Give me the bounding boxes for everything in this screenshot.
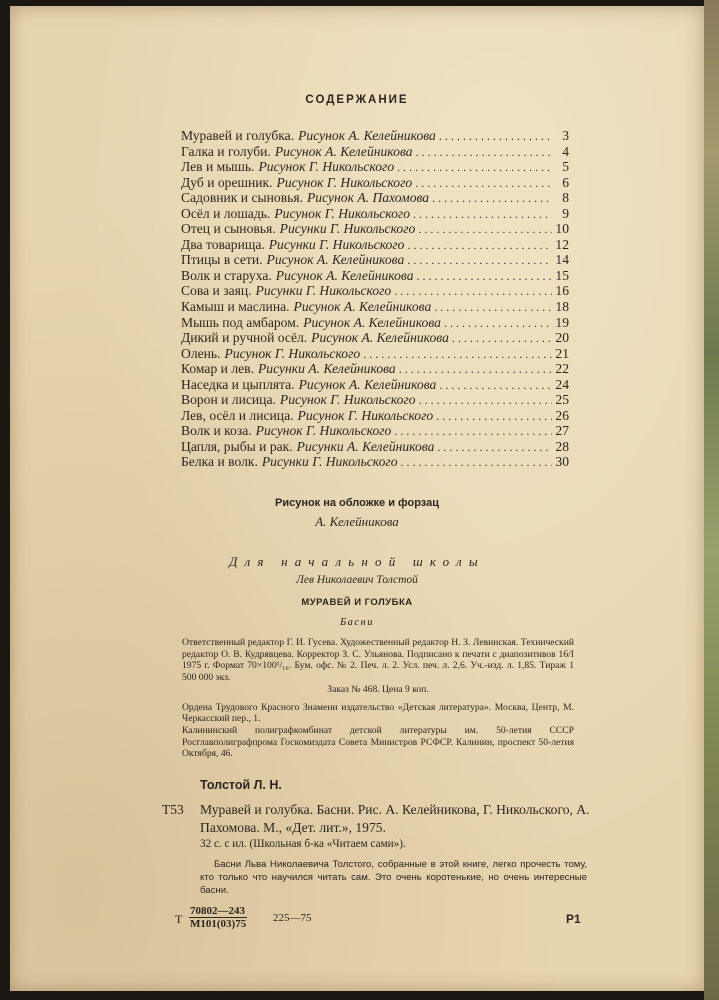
toc-entry-title: Мышь под амбаром. [181,314,300,330]
toc-leader-dots [394,424,552,439]
toc-leader-dots [413,207,552,222]
table-of-contents [181,128,569,470]
toc-entry [181,330,569,346]
toc-entry-illustrator: Рисунок А. Келейникова [274,143,413,159]
toc-entry-title: Белка и волк. [181,454,258,470]
toc-entry-title: Олень. [181,345,221,361]
toc-entry-page: 21 [555,345,569,361]
imprint-printer: Калининский полиграфкомбинат детской литературы им. 50-летия СССР Росглавполиграфпрома Госкомиздата Совета Министров РСФСР. Калинин, проспект 50-летия Октября, 46. [182,724,574,760]
toc-entry-title: Комар и лев. [181,361,254,377]
toc-entry-title: Ворон и лисица. [181,392,276,408]
toc-entry-title: Сова и заяц. [181,283,252,299]
toc-entry [181,454,569,470]
toc-leader-dots [434,300,552,315]
toc-entry [181,144,569,160]
imprint-publisher: Ордена Трудового Красного Знамени издательство «Детская литература». Москва, Центр, М. Черкасский пер., 1. [182,701,574,725]
toc-entry-title: Волк и коза. [181,423,252,439]
genre: Басни [339,617,375,628]
toc-entry-page: 28 [555,438,569,454]
toc-entry-title: Лев и мышь. [181,159,255,175]
toc-entry [181,392,569,408]
toc-entry [181,206,569,222]
cover-note-line2: А. Келейникова [315,514,399,529]
toc-entry-page: 9 [562,205,569,221]
toc-entry-page: 20 [555,330,569,346]
toc-entry [181,423,569,439]
toc-entry-page: 3 [562,128,569,143]
toc-entry [181,346,569,362]
toc-entry [181,361,569,377]
toc-leader-dots [432,191,552,206]
toc-entry [181,237,569,253]
toc-entry-page: 22 [555,361,569,377]
toc-entry [181,175,569,191]
toc-leader-dots [407,253,552,268]
toc-leader-dots [363,347,552,362]
cover-edge [704,0,719,1000]
toc-entry-illustrator: Рисунок А. Келейникова [298,376,437,392]
toc-entry-illustrator: Рисунки Г. Никольского [268,236,405,252]
toc-entry-illustrator: Рисунки А. Келейникова [257,361,396,377]
toc-leader-dots [437,440,552,455]
toc-entry-illustrator: Рисунок Г. Никольского [224,345,361,361]
toc-entry [181,377,569,393]
toc-leader-dots [444,316,552,331]
toc-entry-page: 5 [562,159,569,175]
school-level: Для начальной школы [229,554,485,569]
toc-leader-dots [401,455,552,470]
index-fraction [189,905,247,930]
toc-entry-page: 8 [562,190,569,206]
toc-entry-page: 30 [555,454,569,470]
toc-entry-title: Галка и голуби. [181,143,271,159]
toc-leader-dots [439,378,552,393]
toc-entry-page: 12 [555,236,569,252]
toc-leader-dots [439,129,552,144]
toc-entry-illustrator: Рисунок Г. Никольского [258,159,395,175]
toc-entry-illustrator: Рисунок Г. Никольского [276,174,413,190]
toc-entry-page: 16 [555,283,569,299]
index-numerator: 70802—243 [189,905,247,918]
toc-entry-title: Отец и сыновья. [181,221,276,237]
toc-entry [181,268,569,284]
author-name: Лев Николаевич Толстой [296,574,418,586]
toc-entry-illustrator: Рисунок А. Келейникова [293,299,432,315]
toc-entry-title: Наседка и цыплята. [181,376,295,392]
catalog-entry: Муравей и голубка. Басни. Рис. А. Келейникова, Г. Никольского, А. Пахомова. М., «Дет. лит.», 1975. [200,802,590,835]
toc-entry [181,439,569,455]
toc-entry-page: 10 [555,221,569,237]
toc-entry-illustrator: Рисунок А. Келейникова [303,314,441,330]
toc-leader-dots [436,409,552,424]
imprint-order: Заказ № 468. Цена 9 коп. [327,683,429,695]
imprint-block [182,637,574,760]
toc-entry [181,283,569,299]
toc-leader-dots [417,269,552,284]
toc-entry-illustrator: Рисунок А. Келейникова [311,330,449,346]
toc-entry [181,221,569,237]
toc-entry [181,408,569,424]
toc-leader-dots [394,284,552,299]
toc-entry [181,159,569,175]
price-mark: Р1 [566,912,581,926]
toc-entry-illustrator: Рисунок Г. Никольского [274,205,411,221]
toc-entry-page: 19 [555,314,569,330]
toc-leader-dots [419,393,552,408]
catalog-annotation: Басни Льва Николаевича Толстого, собранные в этой книге, легко прочесть тому, кто только что научился читать сам. Это очень коротенькие, но очень интересные басни. [200,859,587,896]
index-denominator: М101(03)75 [190,918,247,930]
toc-entry-page: 27 [555,423,569,439]
toc-entry-page: 14 [555,252,569,268]
toc-entry-title: Дуб и орешник. [181,174,273,190]
toc-entry-title: Два товарища. [181,236,265,252]
toc-entry-illustrator: Рисунки Г. Никольского [261,454,398,470]
toc-leader-dots [452,331,552,346]
toc-entry-page: 6 [562,174,569,190]
toc-leader-dots [397,160,552,175]
toc-entry [181,299,569,315]
toc-leader-dots [416,145,552,160]
toc-entry-illustrator: Рисунок А. Келейникова [275,267,414,283]
toc-heading: СОДЕРЖАНИЕ [305,94,409,106]
toc-entry-page: 26 [555,407,569,423]
index-suffix: 225—75 [273,912,312,924]
toc-entry-illustrator: Рисунок А. Пахомова [306,190,430,206]
toc-entry-page: 15 [555,267,569,283]
toc-entry-page: 25 [555,392,569,408]
toc-entry [181,252,569,268]
toc-entry-illustrator: Рисунок Г. Никольского [297,407,434,423]
toc-entry [181,315,569,331]
toc-entry-illustrator: Рисунки А. Келейникова [296,438,435,454]
toc-entry-title: Цапля, рыбы и рак. [181,438,293,454]
index-letter: Т [175,912,183,926]
toc-entry-page: 18 [555,299,569,315]
toc-entry-illustrator: Рисунки Г. Никольского [255,283,392,299]
toc-entry-title: Волк и старуха. [181,267,272,283]
toc-entry-title: Птицы в сети. [181,252,263,268]
catalog-code: Т53 [162,802,184,817]
catalog-description: 32 с. с ил. (Школьная б-ка «Читаем сами»). [200,838,406,850]
toc-entry-illustrator: Рисунок Г. Никольского [279,392,416,408]
toc-leader-dots [399,362,552,377]
toc-leader-dots [418,222,552,237]
toc-entry-illustrator: Рисунки Г. Никольского [279,221,416,237]
toc-entry-title: Камыш и маслина. [181,299,290,315]
cover-note-line1: Рисунок на обложке и форзац [274,497,439,509]
toc-entry-illustrator: Рисунок А. Келейникова [298,128,436,143]
toc-entry [181,128,569,144]
toc-entry-title: Муравей и голубка. [181,128,295,143]
toc-entry-title: Осёл и лошадь. [181,205,271,221]
toc-entry-title: Дикий и ручной осёл. [181,330,308,346]
toc-entry-illustrator: Рисунок А. Келейникова [266,252,405,268]
toc-entry-illustrator: Рисунок Г. Никольского [255,423,392,439]
toc-entry-page: 4 [562,143,569,159]
toc-entry-page: 24 [555,376,569,392]
toc-entry-title: Садовник и сыновья. [181,190,303,206]
toc-entry [181,190,569,206]
imprint-editors: Ответственный редактор Г. И. Гусева. Художественный редактор Н. З. Левинская. Технический редактор О. В. Кудрявцева. Корректор З. С. Ульянова. Подписано к печати с диапозитивов 16/I 1975 г. Формат 70×100¹/₁₆. Бум. офс. № 2. Печ. л. 2. Усл. печ. л. 2,6. Уч.-изд. л. 1,85. Тираж 1 500 000 экз. [182,637,574,684]
toc-leader-dots [407,238,552,253]
toc-leader-dots [415,176,552,191]
toc-entry-title: Лев, осёл и лисица. [181,407,294,423]
book-title: МУРАВЕЙ И ГОЛУБКА [301,597,413,608]
catalog-author: Толстой Л. Н. [200,778,282,792]
